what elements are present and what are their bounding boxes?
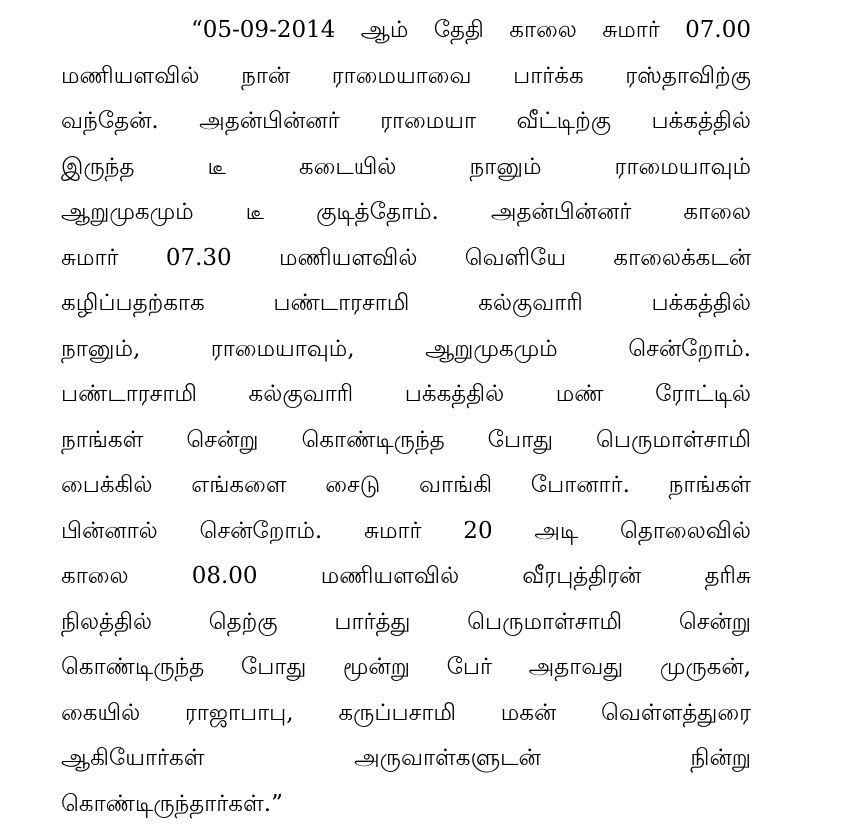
- text-line: “05-09-2014 ஆம் தேதி காலை சுமார் 07.00: [61, 8, 751, 54]
- text-line: வந்தேன். அதன்பின்னர் ராமையா வீட்டிற்கு பக்கத்தில்: [61, 99, 751, 145]
- text-line: ஆறுமுகமும் டீ குடித்தோம். அதன்பின்னர் காலை: [61, 190, 751, 236]
- text-line: பண்டாரசாமி கல்குவாரி பக்கத்தில் மண் ரோட்டில்: [61, 372, 751, 418]
- text-line: காலை 08.00 மணியளவில் வீரபுத்திரன் தரிசு: [61, 554, 751, 600]
- text-line: கையில் ராஜாபாபு, கருப்பசாமி மகன் வெள்ளத்துரை: [61, 691, 751, 737]
- text-line: நாங்கள் சென்று கொண்டிருந்த போது பெருமாள்சாமி: [61, 418, 751, 464]
- text-line: ஆகியோர்கள் அருவாள்களுடன் நின்று: [61, 736, 751, 782]
- quoted-paragraph: [61, 8, 751, 827]
- text-line: இருந்த டீ கடையில் நானும் ராமையாவும்: [61, 145, 751, 191]
- text-line: சுமார் 07.30 மணியளவில் வெளியே காலைக்கடன்: [61, 236, 751, 282]
- text-line: மணியளவில் நான் ராமையாவை பார்க்க ரஸ்தாவிற்கு: [61, 54, 751, 100]
- text-line: பைக்கில் எங்களை சைடு வாங்கி போனார். நாங்கள்: [61, 463, 751, 509]
- text-line: கொண்டிருந்த போது மூன்று பேர் அதாவது முருகன்,: [61, 645, 751, 691]
- text-line: கொண்டிருந்தார்கள்.”: [61, 782, 751, 827]
- text-line: நிலத்தில் தெற்கு பார்த்து பெருமாள்சாமி சென்று: [61, 600, 751, 646]
- text-line: நானும், ராமையாவும், ஆறுமுகமும் சென்றோம்.: [61, 327, 751, 373]
- text-line: பின்னால் சென்றோம். சுமார் 20 அடி தொலைவில்: [61, 509, 751, 555]
- text-line: கழிப்பதற்காக பண்டாரசாமி கல்குவாரி பக்கத்தில்: [61, 281, 751, 327]
